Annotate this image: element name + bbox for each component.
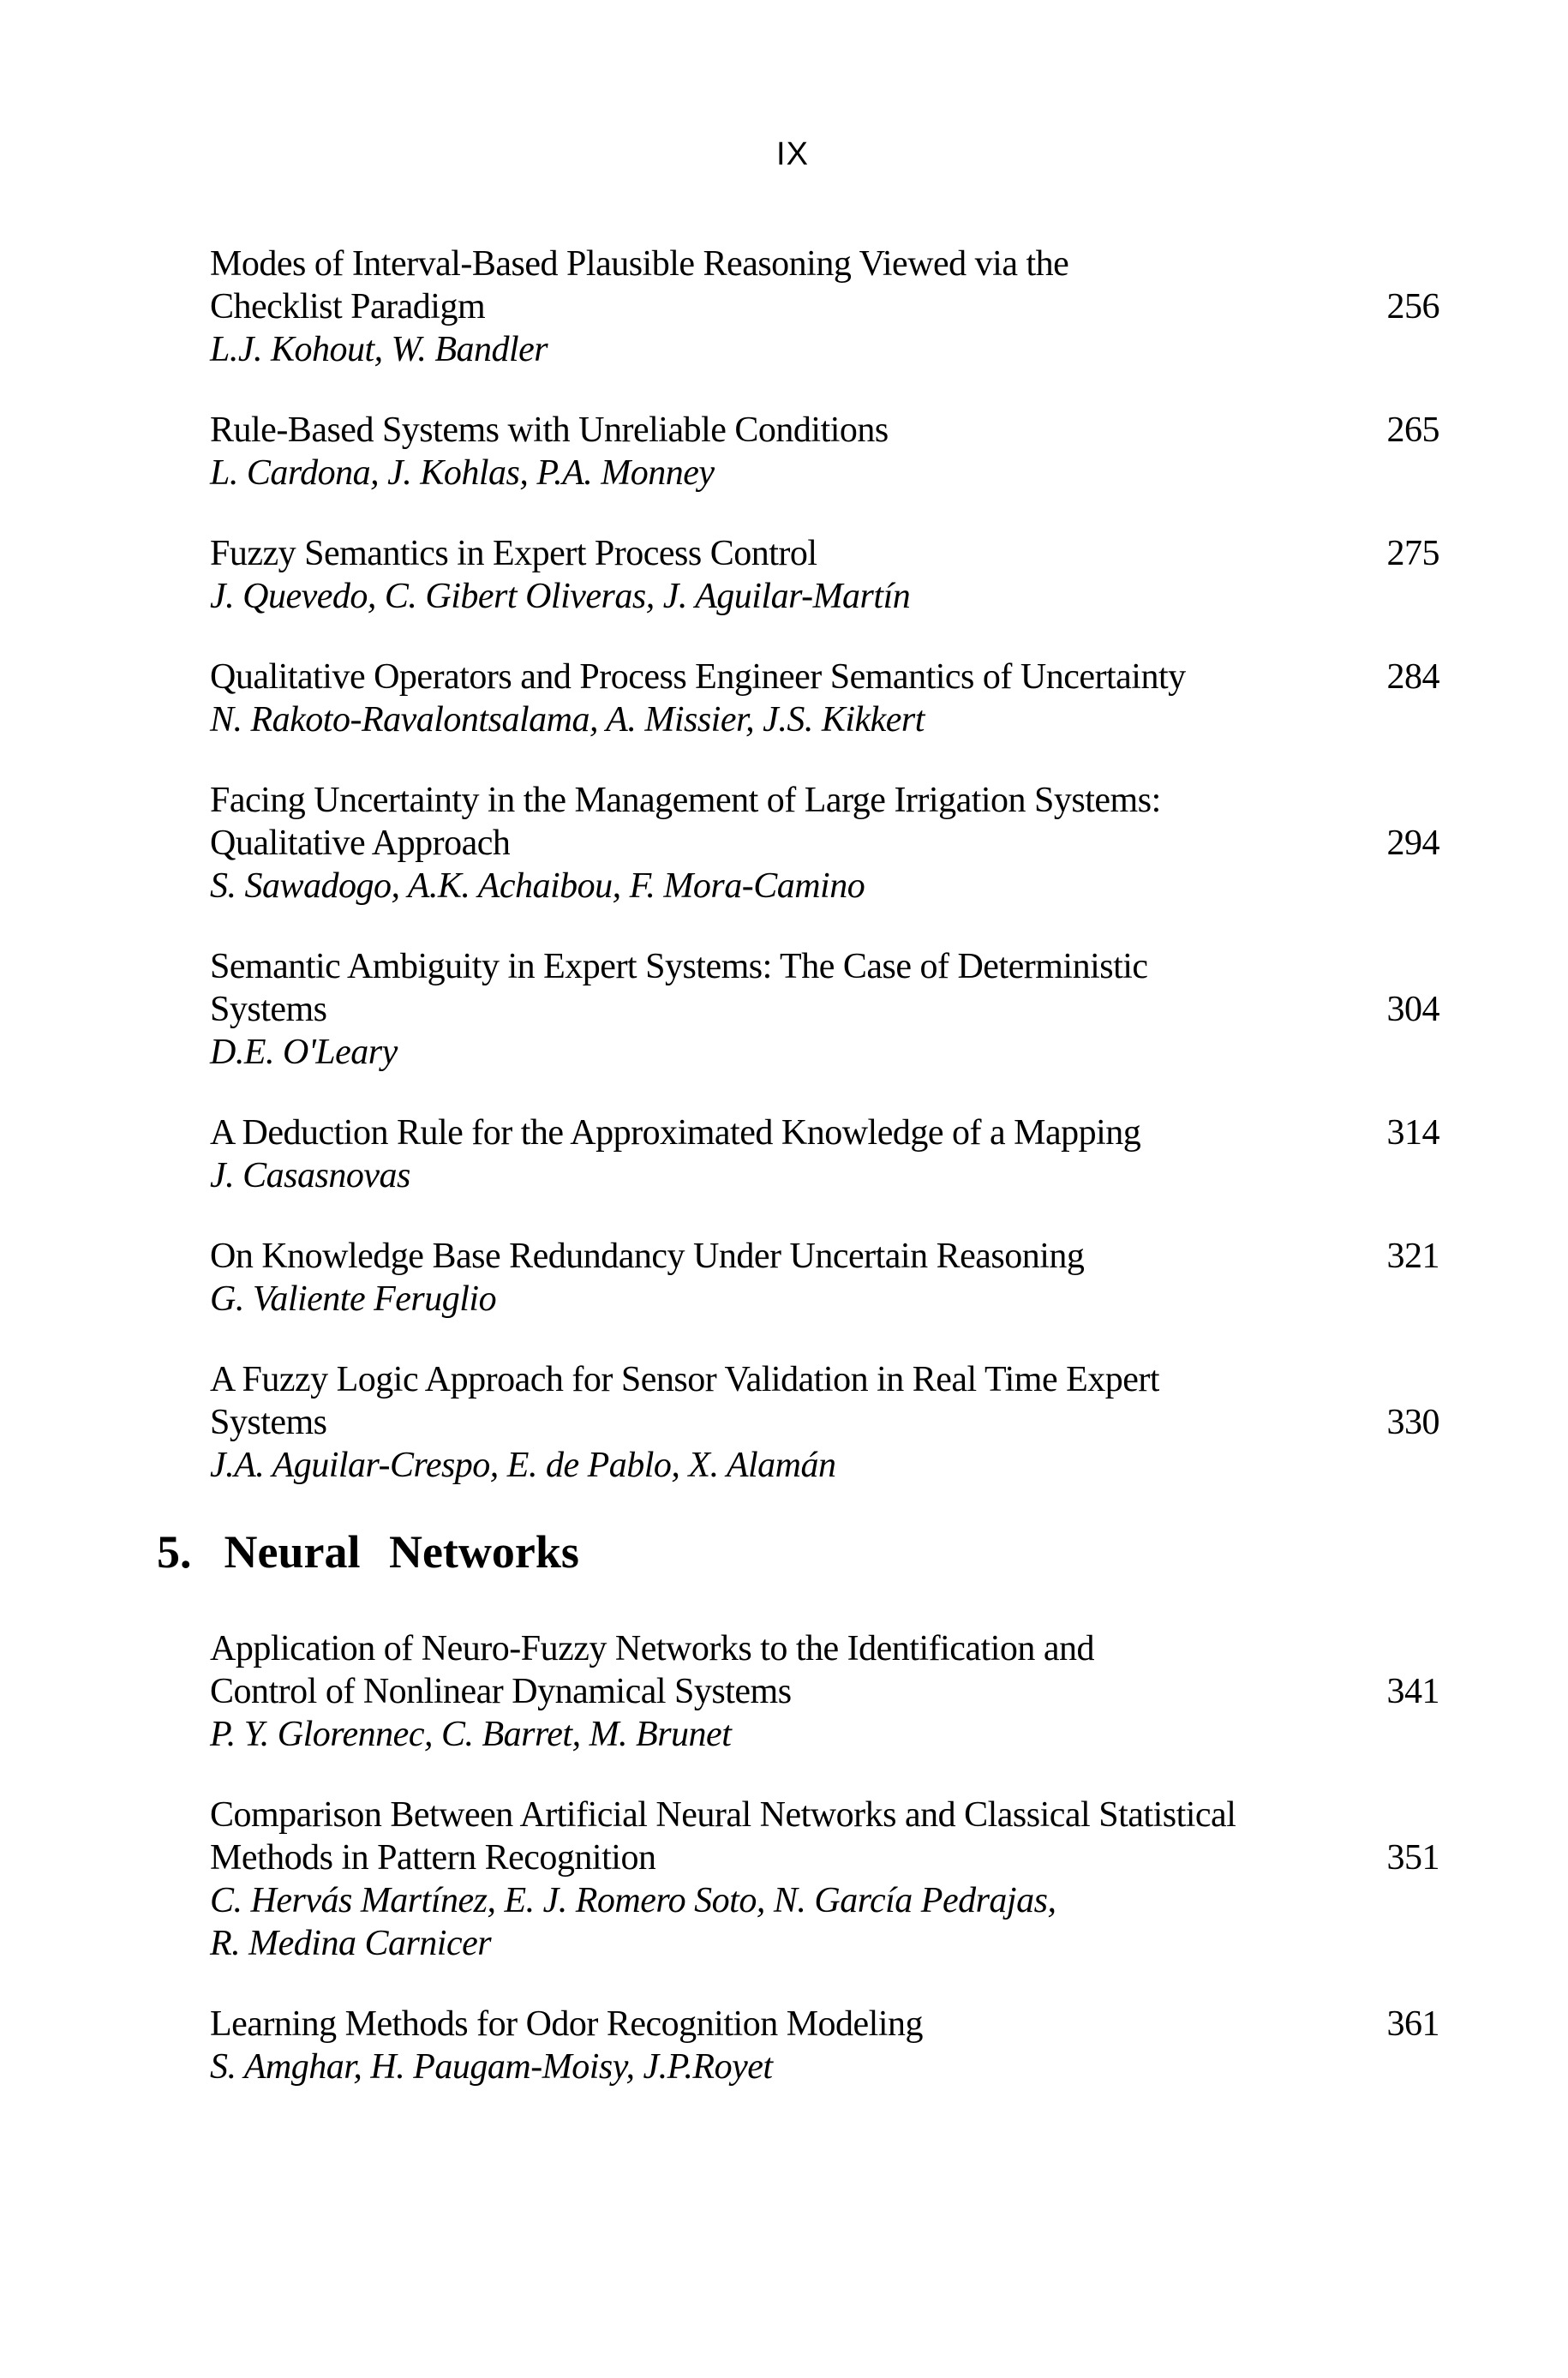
toc-entry xyxy=(210,1358,1439,1487)
toc-entry xyxy=(210,1111,1439,1197)
entry-title-line xyxy=(210,409,1439,452)
entry-title-line xyxy=(210,1627,1439,1670)
entry-title-line xyxy=(210,988,1439,1031)
entry-title-text: Qualitative Operators and Process Engineer Semantics of Uncertainty xyxy=(210,657,1186,697)
entry-title-line xyxy=(210,945,1439,988)
entry-page-number: 304 xyxy=(1386,990,1439,1029)
entry-authors xyxy=(210,698,1439,741)
entry-authors xyxy=(210,865,1439,907)
entry-title-text: Application of Neuro-Fuzzy Networks to the Identification and xyxy=(210,1629,1095,1668)
toc-entry xyxy=(210,1794,1439,1965)
entry-authors xyxy=(210,1879,1439,1965)
toc-entry xyxy=(210,243,1439,371)
entry-title-text: Systems xyxy=(210,990,327,1029)
entry-title-text: Modes of Interval-Based Plausible Reasoning Viewed via the xyxy=(210,244,1069,284)
toc-entry xyxy=(210,409,1439,494)
entry-title-text: Comparison Between Artificial Neural Networks and Classical Statistical xyxy=(210,1795,1236,1835)
entry-title-text: A Fuzzy Logic Approach for Sensor Validation in Real Time Expert xyxy=(210,1360,1160,1399)
entry-title xyxy=(210,1111,1439,1154)
toc-entry xyxy=(210,1235,1439,1321)
entry-title xyxy=(210,1358,1439,1444)
entry-authors xyxy=(210,452,1439,494)
entry-author-line: R. Medina Carnicer xyxy=(210,1924,492,1963)
entry-title xyxy=(210,779,1439,865)
entry-page-number: 314 xyxy=(1386,1113,1439,1153)
entry-title-text: Checklist Paradigm xyxy=(210,287,486,326)
entry-page-number: 265 xyxy=(1386,410,1439,450)
entry-author-line: S. Amghar, H. Paugam-Moisy, J.P.Royet xyxy=(210,2047,773,2087)
entry-author-line: S. Sawadogo, A.K. Achaibou, F. Mora-Camino xyxy=(210,866,865,906)
entry-title-text: Qualitative Approach xyxy=(210,824,511,863)
toc-entry xyxy=(210,945,1439,1074)
toc-entry xyxy=(210,2003,1439,2088)
entry-author-line: P. Y. Glorennec, C. Barret, M. Brunet xyxy=(210,1715,732,1754)
entry-title xyxy=(210,656,1439,698)
entry-title-line xyxy=(210,1836,1439,1879)
entry-title-line xyxy=(210,1358,1439,1401)
entry-author-line: C. Hervás Martínez, E. J. Romero Soto, N. García Pedrajas, xyxy=(210,1881,1056,1920)
toc-entry xyxy=(210,532,1439,618)
entry-author-line: J. Casasnovas xyxy=(210,1156,410,1195)
entry-author-line: L. Cardona, J. Kohlas, P.A. Monney xyxy=(210,453,715,493)
entry-authors xyxy=(210,1031,1439,1074)
entry-title xyxy=(210,409,1439,452)
toc-list xyxy=(157,243,1439,2126)
section-heading xyxy=(157,1524,1439,1579)
entry-title xyxy=(210,1235,1439,1278)
entry-title-line xyxy=(210,532,1439,575)
entry-title-line xyxy=(210,243,1439,285)
entry-page-number: 330 xyxy=(1386,1403,1439,1442)
entry-page-number: 351 xyxy=(1386,1838,1439,1878)
entry-title xyxy=(210,243,1439,328)
entry-title xyxy=(210,945,1439,1031)
entry-authors xyxy=(210,1444,1439,1487)
entry-title-text: Control of Nonlinear Dynamical Systems xyxy=(210,1672,792,1711)
entry-title-line xyxy=(210,1235,1439,1278)
entry-title-line xyxy=(210,285,1439,328)
entry-author-line: L.J. Kohout, W. Bandler xyxy=(210,330,548,369)
entry-page-number: 275 xyxy=(1386,534,1439,573)
entry-title-line xyxy=(210,1794,1439,1836)
entry-authors xyxy=(210,1713,1439,1756)
entry-page-number: 341 xyxy=(1386,1672,1439,1711)
section-number: 5. xyxy=(157,1526,192,1578)
entry-title-line xyxy=(210,2003,1439,2046)
entry-author-line: J. Quevedo, C. Gibert Oliveras, J. Aguilar-Martín xyxy=(210,577,911,616)
entry-title-text: Facing Uncertainty in the Management of Large Irrigation Systems: xyxy=(210,781,1161,820)
entry-page-number: 294 xyxy=(1386,824,1439,863)
entry-title-line xyxy=(210,779,1439,822)
entry-author-line: J.A. Aguilar-Crespo, E. de Pablo, X. Alamán xyxy=(210,1446,836,1485)
entry-authors xyxy=(210,1154,1439,1197)
entry-page-number: 321 xyxy=(1386,1237,1439,1276)
entry-page-number: 284 xyxy=(1386,657,1439,697)
entry-title-text: Learning Methods for Odor Recognition Modeling xyxy=(210,2004,924,2044)
page-number-header: IX xyxy=(776,136,809,172)
entry-authors xyxy=(210,575,1439,618)
entry-title xyxy=(210,1627,1439,1713)
entry-title-text: Methods in Pattern Recognition xyxy=(210,1838,656,1878)
entry-title-text: A Deduction Rule for the Approximated Knowledge of a Mapping xyxy=(210,1113,1141,1153)
entry-authors xyxy=(210,1278,1439,1321)
entry-title xyxy=(210,2003,1439,2046)
entry-title-text: Rule-Based Systems with Unreliable Conditions xyxy=(210,410,889,450)
entry-author-line: N. Rakoto-Ravalontsalama, A. Missier, J.S. Kikkert xyxy=(210,700,925,740)
entry-title-text: Systems xyxy=(210,1403,327,1442)
entry-authors xyxy=(210,2046,1439,2088)
entry-title-line xyxy=(210,822,1439,865)
entry-title-line xyxy=(210,1670,1439,1713)
toc-entry xyxy=(210,1627,1439,1756)
section-title: Neural Networks xyxy=(224,1526,579,1578)
entry-author-line: D.E. O'Leary xyxy=(210,1033,398,1072)
entry-authors xyxy=(210,328,1439,371)
entry-title-text: Semantic Ambiguity in Expert Systems: The Case of Deterministic xyxy=(210,947,1148,986)
entry-title-line xyxy=(210,1111,1439,1154)
toc-entry xyxy=(210,656,1439,741)
entry-title-line xyxy=(210,1401,1439,1444)
entry-title xyxy=(210,1794,1439,1879)
entry-page-number: 256 xyxy=(1386,287,1439,326)
entry-title-text: Fuzzy Semantics in Expert Process Control xyxy=(210,534,817,573)
entry-title-line xyxy=(210,656,1439,698)
toc-entry xyxy=(210,779,1439,907)
entry-page-number: 361 xyxy=(1386,2004,1439,2044)
entry-author-line: G. Valiente Feruglio xyxy=(210,1279,497,1319)
entry-title-text: On Knowledge Base Redundancy Under Uncertain Reasoning xyxy=(210,1237,1085,1276)
entry-title xyxy=(210,532,1439,575)
